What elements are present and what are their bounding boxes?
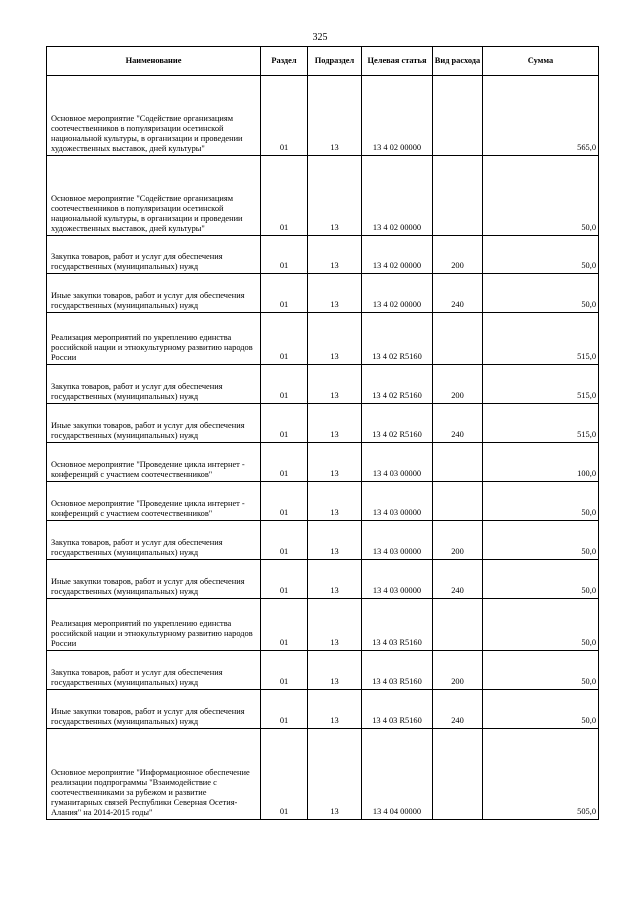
row-target: 13 4 02 00000 xyxy=(362,236,433,274)
row-target: 13 4 03 R5160 xyxy=(362,599,433,651)
table-row xyxy=(47,156,599,236)
row-expense-type xyxy=(433,599,483,651)
row-name: Основное мероприятие "Информационное обеспечение реализации подпрограммы "Взаимодействие с соотечественниками за рубежом и развитие гуманитарных связей Республики Северная Осетия-Алания" на 2014-2015 годы" xyxy=(47,729,261,820)
row-section: 01 xyxy=(261,443,308,482)
row-subsection: 13 xyxy=(308,651,362,690)
row-expense-type xyxy=(433,729,483,820)
row-target: 13 4 02 00000 xyxy=(362,274,433,313)
table-row xyxy=(47,560,599,599)
row-section: 01 xyxy=(261,729,308,820)
table-row xyxy=(47,274,599,313)
budget-table xyxy=(46,46,599,820)
row-subsection: 13 xyxy=(308,274,362,313)
row-section: 01 xyxy=(261,156,308,236)
row-section: 01 xyxy=(261,521,308,560)
row-target: 13 4 03 R5160 xyxy=(362,690,433,729)
row-sum: 50,0 xyxy=(483,651,599,690)
table-row xyxy=(47,76,599,156)
row-subsection: 13 xyxy=(308,236,362,274)
row-section: 01 xyxy=(261,274,308,313)
row-target: 13 4 03 00000 xyxy=(362,482,433,521)
row-subsection: 13 xyxy=(308,76,362,156)
header-sum: Сумма xyxy=(483,47,599,76)
row-sum: 50,0 xyxy=(483,156,599,236)
row-target: 13 4 03 00000 xyxy=(362,521,433,560)
row-sum: 565,0 xyxy=(483,76,599,156)
row-target: 13 4 03 R5160 xyxy=(362,651,433,690)
row-sum: 100,0 xyxy=(483,443,599,482)
row-name: Иные закупки товаров, работ и услуг для обеспечения государственных (муниципальных) нужд xyxy=(47,560,261,599)
row-name: Закупка товаров, работ и услуг для обеспечения государственных (муниципальных) нужд xyxy=(47,651,261,690)
table-row xyxy=(47,599,599,651)
row-name: Закупка товаров, работ и услуг для обеспечения государственных (муниципальных) нужд xyxy=(47,521,261,560)
table-row xyxy=(47,521,599,560)
row-expense-type xyxy=(433,313,483,365)
row-section: 01 xyxy=(261,365,308,404)
row-expense-type: 240 xyxy=(433,404,483,443)
table-row xyxy=(47,365,599,404)
page-number: 325 xyxy=(312,32,328,43)
row-expense-type: 200 xyxy=(433,521,483,560)
table-header-row xyxy=(47,47,599,76)
header-subsection: Подраздел xyxy=(308,47,362,76)
row-subsection: 13 xyxy=(308,729,362,820)
row-subsection: 13 xyxy=(308,156,362,236)
row-target: 13 4 04 00000 xyxy=(362,729,433,820)
table-row xyxy=(47,313,599,365)
header-name: Наименование xyxy=(47,47,261,76)
row-expense-type xyxy=(433,482,483,521)
row-sum: 50,0 xyxy=(483,599,599,651)
row-name: Основное мероприятие "Содействие организациям соотечественников в популяризации осетинской национальной культуры, в организации и проведении художественных выставок, дней культуры" xyxy=(47,76,261,156)
row-subsection: 13 xyxy=(308,482,362,521)
row-subsection: 13 xyxy=(308,690,362,729)
row-target: 13 4 02 00000 xyxy=(362,156,433,236)
row-sum: 50,0 xyxy=(483,521,599,560)
row-name: Иные закупки товаров, работ и услуг для обеспечения государственных (муниципальных) нужд xyxy=(47,274,261,313)
row-expense-type: 240 xyxy=(433,274,483,313)
row-name: Реализация мероприятий по укреплению единства российской нации и этнокультурному развитию народов России xyxy=(47,313,261,365)
header-target: Целевая статья xyxy=(362,47,433,76)
row-sum: 515,0 xyxy=(483,404,599,443)
row-section: 01 xyxy=(261,651,308,690)
row-sum: 515,0 xyxy=(483,313,599,365)
row-name: Закупка товаров, работ и услуг для обеспечения государственных (муниципальных) нужд xyxy=(47,236,261,274)
header-expense-type: Вид расхода xyxy=(433,47,483,76)
row-expense-type: 200 xyxy=(433,651,483,690)
row-name: Реализация мероприятий по укреплению единства российской нации и этнокультурному развитию народов России xyxy=(47,599,261,651)
row-section: 01 xyxy=(261,236,308,274)
row-name: Закупка товаров, работ и услуг для обеспечения государственных (муниципальных) нужд xyxy=(47,365,261,404)
row-sum: 515,0 xyxy=(483,365,599,404)
row-target: 13 4 02 R5160 xyxy=(362,404,433,443)
table-row xyxy=(47,404,599,443)
row-name: Иные закупки товаров, работ и услуг для обеспечения государственных (муниципальных) нужд xyxy=(47,690,261,729)
row-sum: 50,0 xyxy=(483,690,599,729)
row-expense-type: 240 xyxy=(433,690,483,729)
row-section: 01 xyxy=(261,599,308,651)
row-section: 01 xyxy=(261,690,308,729)
row-target: 13 4 02 R5160 xyxy=(362,365,433,404)
row-expense-type: 200 xyxy=(433,236,483,274)
row-subsection: 13 xyxy=(308,404,362,443)
row-sum: 50,0 xyxy=(483,236,599,274)
row-subsection: 13 xyxy=(308,599,362,651)
row-subsection: 13 xyxy=(308,560,362,599)
header-section: Раздел xyxy=(261,47,308,76)
row-sum: 50,0 xyxy=(483,560,599,599)
row-sum: 50,0 xyxy=(483,482,599,521)
row-name: Иные закупки товаров, работ и услуг для обеспечения государственных (муниципальных) нужд xyxy=(47,404,261,443)
row-section: 01 xyxy=(261,313,308,365)
row-subsection: 13 xyxy=(308,313,362,365)
table-row xyxy=(47,690,599,729)
row-subsection: 13 xyxy=(308,521,362,560)
row-target: 13 4 03 00000 xyxy=(362,443,433,482)
row-section: 01 xyxy=(261,560,308,599)
row-subsection: 13 xyxy=(308,365,362,404)
table-row xyxy=(47,482,599,521)
table-row xyxy=(47,443,599,482)
row-name: Основное мероприятие "Проведение цикла интернет - конференций с участием соотечественников" xyxy=(47,482,261,521)
row-section: 01 xyxy=(261,404,308,443)
row-expense-type xyxy=(433,76,483,156)
row-target: 13 4 02 R5160 xyxy=(362,313,433,365)
row-section: 01 xyxy=(261,76,308,156)
row-name: Основное мероприятие "Содействие организациям соотечественников в популяризации осетинской национальной культуры, в организации и проведении художественных выставок, дней культуры" xyxy=(47,156,261,236)
row-target: 13 4 03 00000 xyxy=(362,560,433,599)
row-section: 01 xyxy=(261,482,308,521)
row-expense-type xyxy=(433,156,483,236)
row-subsection: 13 xyxy=(308,443,362,482)
table-row xyxy=(47,236,599,274)
row-name: Основное мероприятие "Проведение цикла интернет - конференций с участием соотечественников" xyxy=(47,443,261,482)
table-row xyxy=(47,729,599,820)
row-sum: 50,0 xyxy=(483,274,599,313)
row-expense-type xyxy=(433,443,483,482)
row-expense-type: 200 xyxy=(433,365,483,404)
row-expense-type: 240 xyxy=(433,560,483,599)
row-target: 13 4 02 00000 xyxy=(362,76,433,156)
row-sum: 505,0 xyxy=(483,729,599,820)
table-row xyxy=(47,651,599,690)
